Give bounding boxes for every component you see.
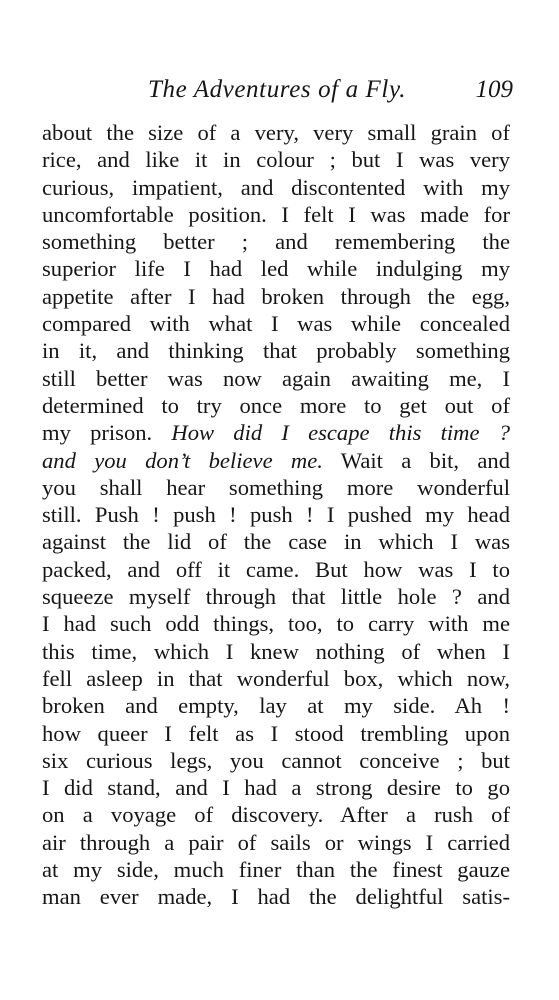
- text-segment: my prison.: [42, 420, 172, 446]
- text-segment: at my side, much finer than the finest gauze: [42, 857, 510, 883]
- text-line: [42, 692, 510, 719]
- running-title: The Adventures of a Fly.: [148, 76, 407, 103]
- page-number: 109: [475, 76, 513, 103]
- running-head: [148, 76, 513, 110]
- text-line: [42, 774, 510, 801]
- text-segment: six curious legs, you cannot conceive ; but: [42, 747, 510, 773]
- text-line: [42, 528, 510, 555]
- text-line: [42, 447, 510, 474]
- text-line: [42, 419, 510, 446]
- text-segment: something better ; and remembering the: [42, 229, 510, 255]
- text-line: [42, 665, 510, 692]
- text-line: [42, 365, 510, 392]
- text-line: [42, 501, 510, 528]
- text-line: [42, 228, 510, 255]
- text-line: [42, 174, 510, 201]
- text-segment: I did stand, and I had a strong desire to go: [42, 775, 510, 801]
- text-segment: you shall hear something more wonderful: [42, 474, 510, 500]
- text-segment: fell asleep in that wonderful box, which now,: [42, 665, 510, 691]
- text-segment: compared with what I was while concealed: [42, 311, 510, 337]
- text-line: [42, 720, 510, 747]
- text-segment: how queer I felt as I stood trembling upon: [42, 720, 510, 746]
- text-line: [42, 392, 510, 419]
- text-segment: in it, and thinking that probably something: [42, 338, 510, 364]
- text-segment: squeeze myself through that little hole ? and: [42, 584, 510, 610]
- text-segment: on a voyage of discovery. After a rush of: [42, 802, 510, 828]
- text-segment: superior life I had led while indulging my: [42, 256, 510, 282]
- text-line: [42, 474, 510, 501]
- text-segment: this time, which I knew nothing of when I: [42, 638, 510, 664]
- text-line: [42, 146, 510, 173]
- text-line: [42, 610, 510, 637]
- text-segment: man ever made, I had the delightful satis-: [42, 884, 510, 910]
- text-line: [42, 747, 510, 774]
- text-segment: uncomfortable position. I felt I was made for: [42, 201, 510, 227]
- italic-text-segment: and you don’t believe me.: [42, 447, 323, 473]
- text-segment: appetite after I had broken through the egg,: [42, 283, 510, 309]
- text-line: [42, 883, 510, 910]
- text-segment: broken and empty, lay at my side. Ah !: [42, 693, 510, 719]
- text-segment: still. Push ! push ! push ! I pushed my head: [42, 502, 510, 528]
- text-line: [42, 337, 510, 364]
- text-segment: I had such odd things, too, to carry with me: [42, 611, 510, 637]
- text-segment: about the size of a very, very small grain of: [42, 120, 510, 145]
- text-line: [42, 801, 510, 828]
- text-line: [42, 201, 510, 228]
- text-line: [42, 583, 510, 610]
- text-line: [42, 310, 510, 337]
- text-segment: packed, and off it came. But how was I to: [42, 556, 510, 582]
- italic-text-segment: How did I escape this time ?: [171, 420, 510, 446]
- text-segment: air through a pair of sails or wings I carried: [42, 829, 510, 855]
- text-line: [42, 638, 510, 665]
- text-line: [42, 119, 510, 146]
- text-segment: curious, impatient, and discontented with my: [42, 174, 510, 200]
- text-segment: still better was now again awaiting me, I: [42, 365, 510, 391]
- text-line: [42, 255, 510, 282]
- text-line: [42, 283, 510, 310]
- text-segment: Wait a bit, and: [322, 447, 510, 473]
- text-segment: against the lid of the case in which I was: [42, 529, 510, 555]
- text-line: [42, 556, 510, 583]
- text-line: [42, 856, 510, 883]
- text-segment: rice, and like it in colour ; but I was very: [42, 147, 510, 173]
- body-text: [42, 119, 510, 911]
- text-line: [42, 829, 510, 856]
- text-segment: determined to try once more to get out of: [42, 392, 510, 418]
